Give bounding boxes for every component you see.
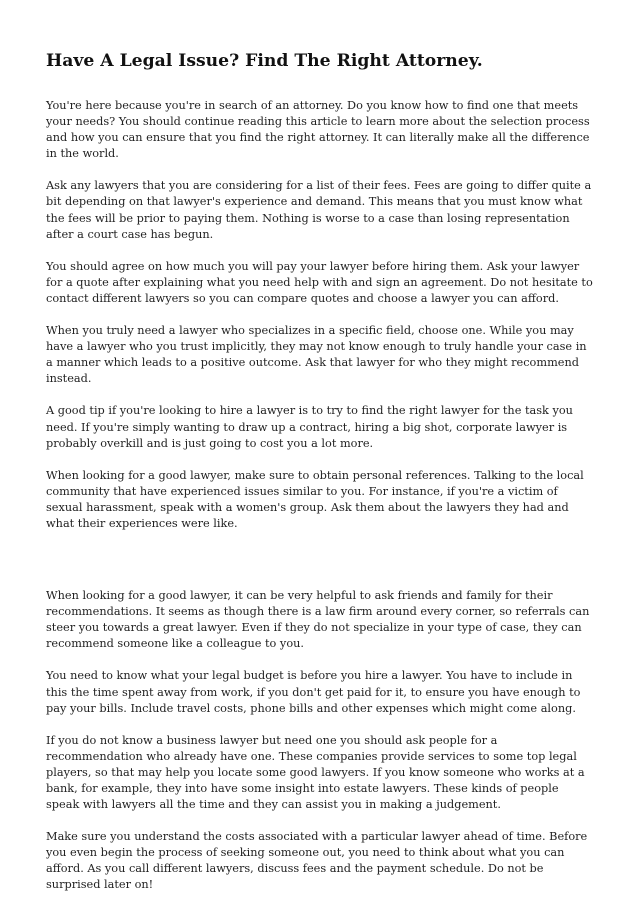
paragraph-9: If you do not know a business lawyer but need one you should ask people for a recommendation who already have one. These companies provide services to some top legal players, so that may help you locate some good lawyers. If you know someone who works at a bank, for example, they into have some insight into estate lawyers. These kinds of people speak with lawyers all the time and they can assist you in making a judgement. <box>46 733 585 812</box>
paragraph-2: Ask any lawyers that you are considering for a list of their fees. Fees are going to differ quite a bit depending on that lawyer's experience and demand. This means that you must know what the fees will be prior to paying them. Nothing is worse to a case than losing representation after a court case has begun. <box>46 179 592 241</box>
document-title: Have A Legal Issue? Find The Right Attorney. <box>46 51 483 71</box>
paragraph-4: When you truly need a lawyer who specializes in a specific field, choose one. While you may have a lawyer who you trust implicitly, they may not know enough to truly handle your case in a manner which leads to a positive outcome. Ask that lawyer for who they might recommend instead. <box>46 324 587 386</box>
paragraph-6: When looking for a good lawyer, make sure to obtain personal references. Talking to the local community that have experienced issues similar to you. For instance, if you're a victim of sexual harassment, speak with a women's group. Ask them about the lawyers they had and what their experiences were like. <box>46 468 584 530</box>
paragraph-5: A good tip if you're looking to hire a lawyer is to try to find the right lawyer for the task you need. If you're simply wanting to draw up a contract, hiring a big shot, corporate lawyer is probably overkill and is just going to cost you a lot more. <box>46 404 573 450</box>
paragraph-10: Make sure you understand the costs associated with a particular lawyer ahead of time. Before you even begin the process of seeking someone out, you need to think about what you can afford. As you call different lawyers, discuss fees and the payment schedule. Do not be surprised later on! <box>46 830 588 892</box>
document-body <box>46 98 594 910</box>
paragraph-8: You need to know what your legal budget is before you hire a lawyer. You have to include in this the time spent away from work, if you don't get paid for it, to ensure you have enough to pay your bills. Include travel costs, phone bills and other expenses which might come along. <box>46 669 581 715</box>
paragraph-1: You're here because you're in search of an attorney. Do you know how to find one that meets your needs? You should continue reading this article to learn more about the selection process and how you can ensure that you find the right attorney. It can literally make all the difference in the world. <box>46 99 590 161</box>
paragraph-3: You should agree on how much you will pay your lawyer before hiring them. Ask your lawyer for a quote after explaining what you need help with and sign an agreement. Do not hesitate to contact different lawyers so you can compare quotes and choose a lawyer you can afford. <box>46 259 593 305</box>
paragraph-7: When looking for a good lawyer, it can be very helpful to ask friends and family for their recommendations. It seems as though there is a law firm around every corner, so referrals can steer you towards a great lawyer. Even if they do not specialize in your type of case, they can recommend someone like a colleague to you. <box>46 589 590 651</box>
